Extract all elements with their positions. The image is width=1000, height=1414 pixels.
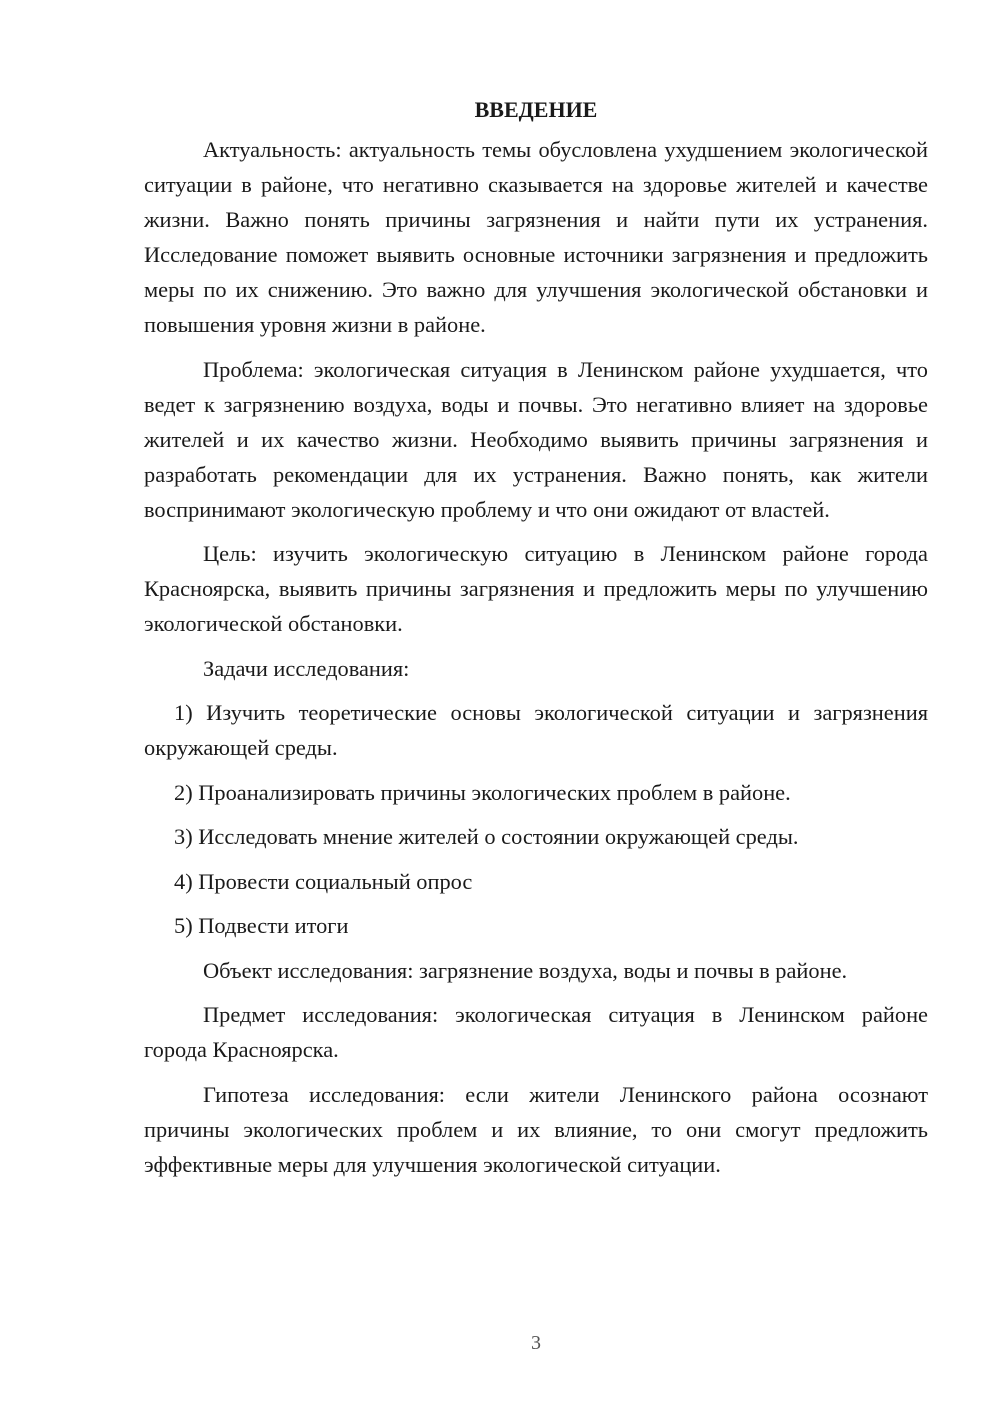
page-title: ВВЕДЕНИЕ [474, 97, 598, 122]
task-item: 3) Исследовать мнение жителей о состоянии окружающей среды. [174, 824, 799, 849]
problem-paragraph: Проблема: экологическая ситуация в Ленинском районе ухудшается, что ведет к загрязнению воздуха, воды и почвы. Это негативно влияет на здоровье жителей и их качество жизни. Необходимо выявить причины загрязнения и разработать рекомендации для их устранения. Важно понять, как жители воспринимают экологическую проблему и что они ожидают от властей. [144, 356, 928, 522]
document-page [144, 92, 928, 1191]
subject-paragraph: Предмет исследования: экологическая ситуация в Ленинском районе города Красноярска. [144, 1002, 928, 1062]
relevance-paragraph: Актуальность: актуальность темы обусловлена ухудшением экологической ситуации в районе, что негативно сказывается на здоровье жителей и качестве жизни. Важно понять причины загрязнения и найти пути их устранения. Исследование поможет выявить основные источники загрязнения и предложить меры по их снижению. Это важно для улучшения экологической обстановки и повышения уровня жизни в районе. [144, 137, 928, 337]
task-item: 4) Провести социальный опрос [174, 868, 473, 894]
object-paragraph: Объект исследования: загрязнение воздуха, воды и почвы в районе. [203, 957, 848, 983]
tasks-heading: Задачи исследования: [203, 655, 410, 681]
task-item: 5) Подвести итоги [174, 913, 349, 938]
goal-paragraph: Цель: изучить экологическую ситуацию в Ленинском районе города Красноярска, выявить причины загрязнения и предложить меры по улучшению экологической обстановки. [144, 541, 928, 636]
page-number: 3 [531, 1332, 541, 1354]
task-item: 2) Проанализировать причины экологических проблем в районе. [174, 779, 791, 805]
hypothesis-paragraph: Гипотеза исследования: если жители Ленинского района осознают причины экологических проблем и их влияние, то они смогут предложить эффективные меры для улучшения экологической ситуации. [144, 1081, 928, 1177]
task-item: 1) Изучить теоретические основы экологической ситуации и загрязнения окружающей среды. [144, 700, 928, 760]
